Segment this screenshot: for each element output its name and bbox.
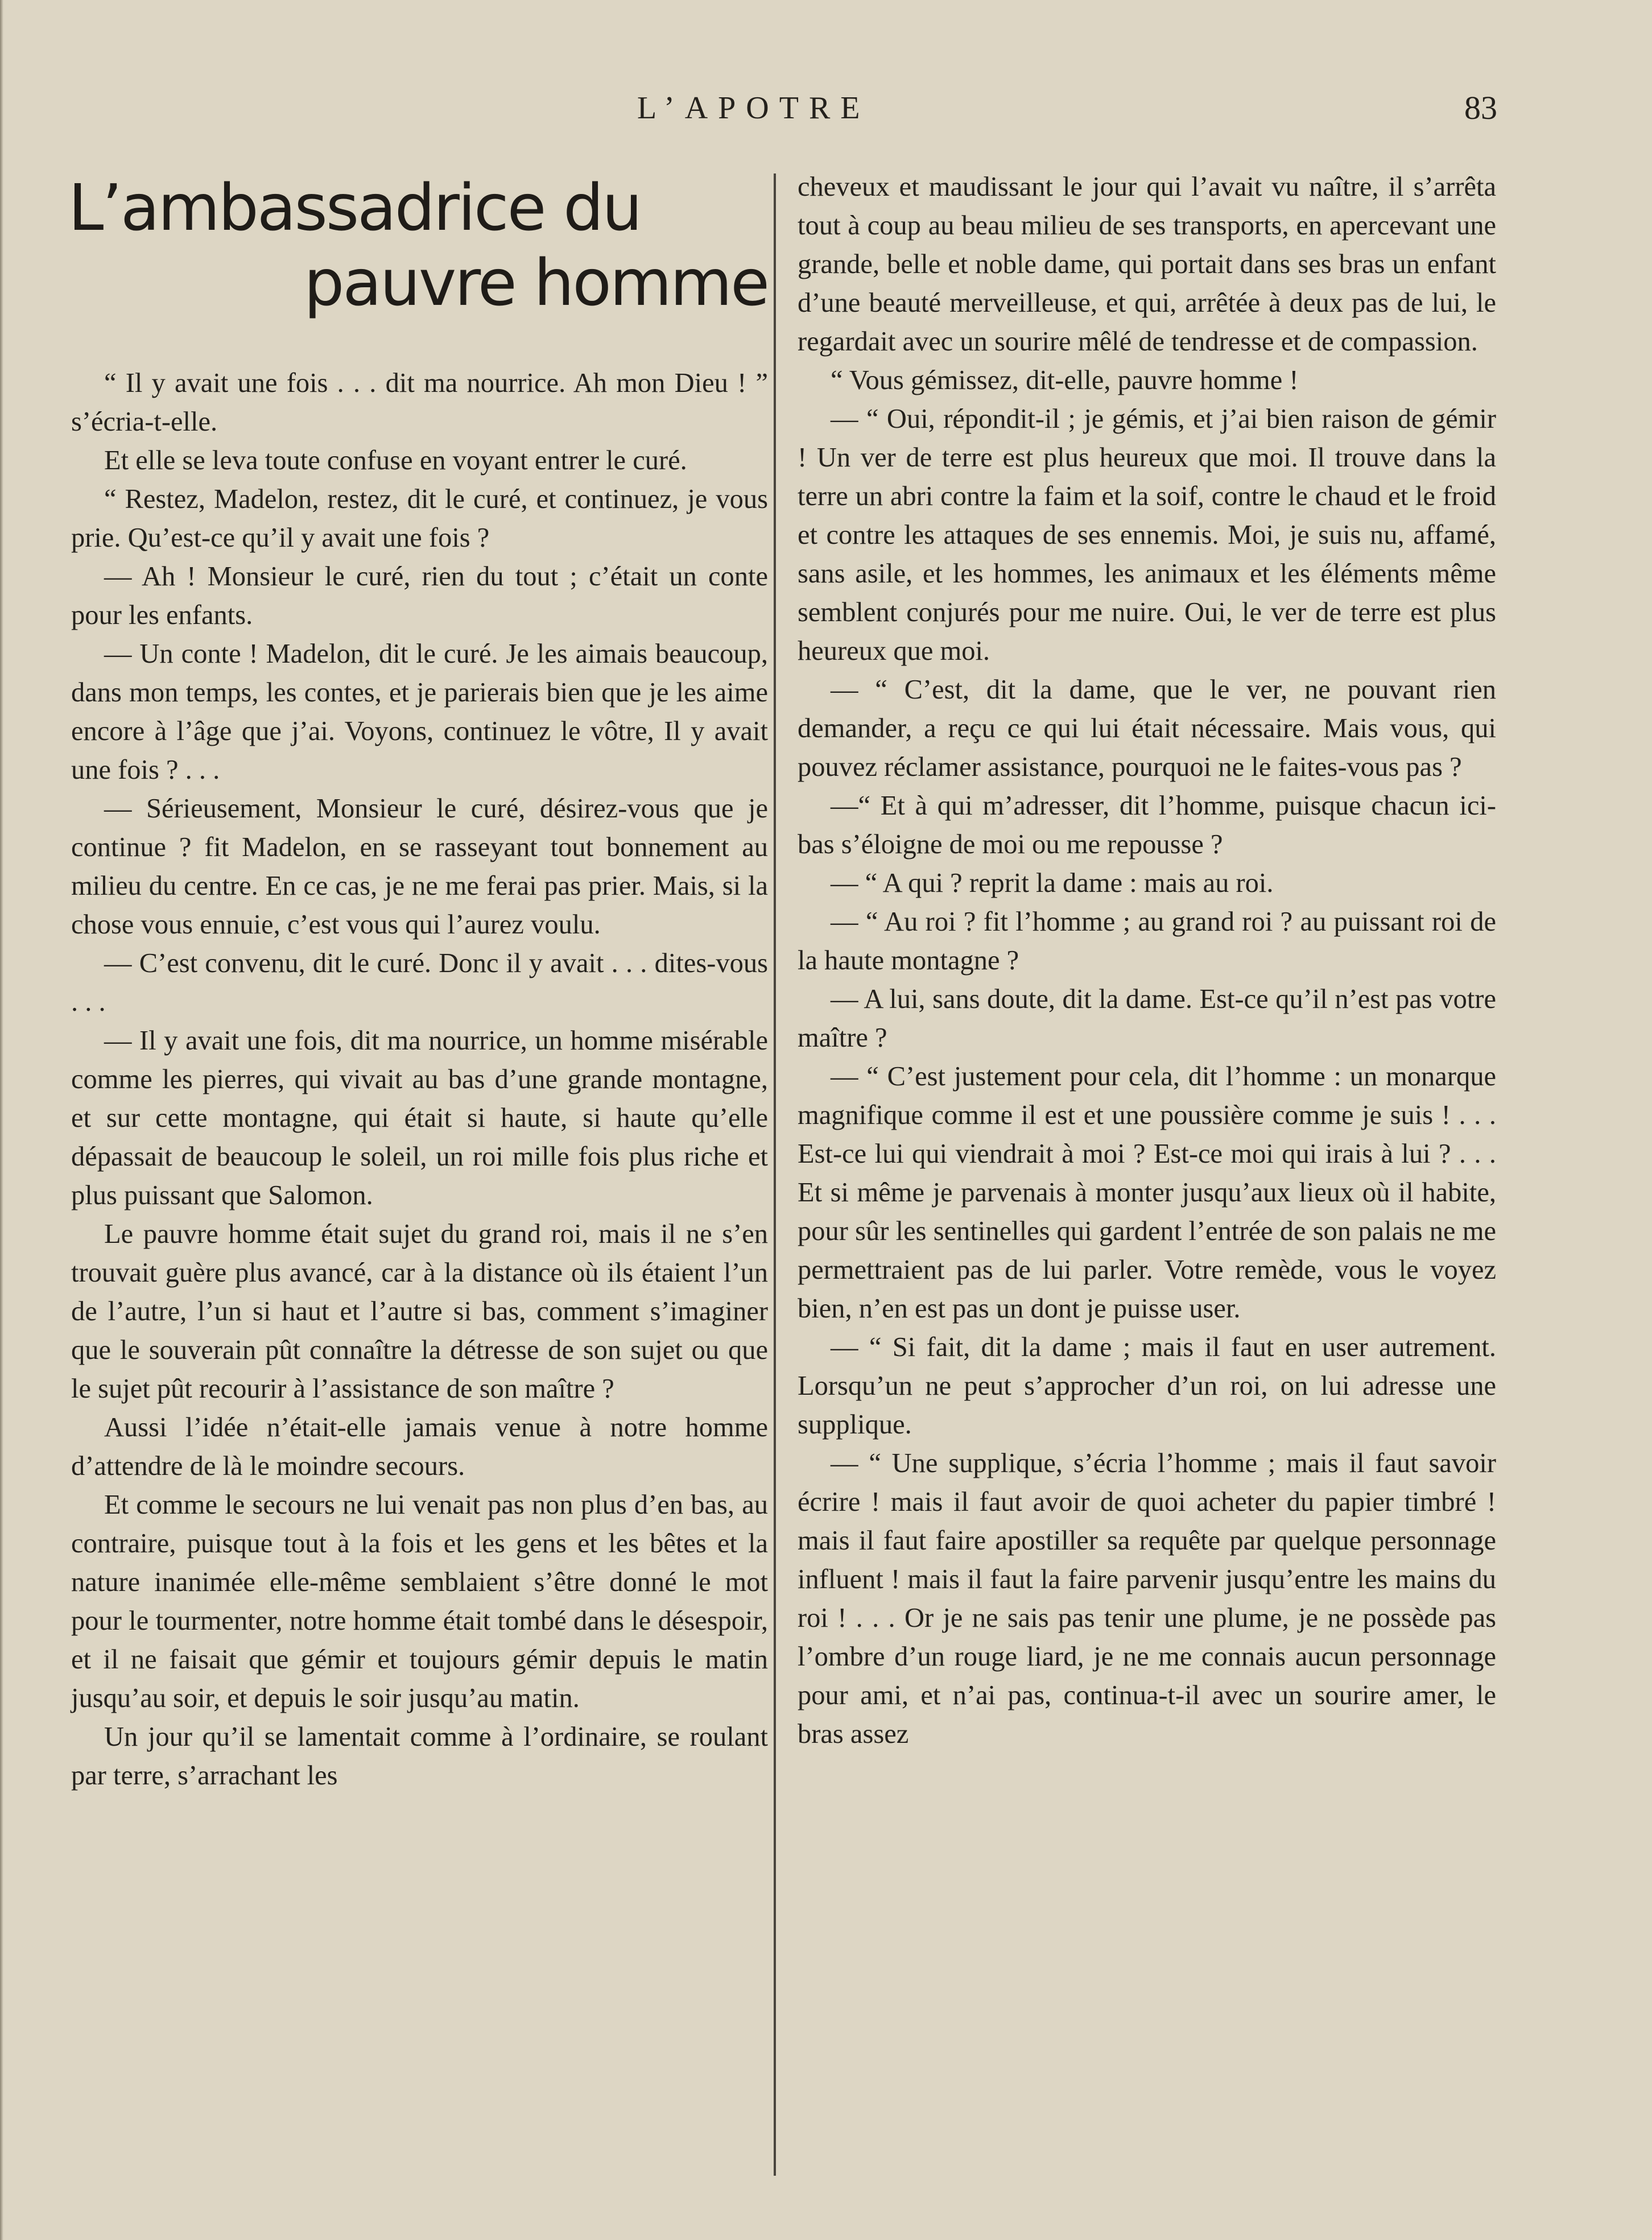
article-title-line-1: L’ambassadrice du [68, 171, 641, 245]
paragraph: — Ah ! Monsieur le curé, rien du tout ; c’était un conte pour les enfants. [71, 561, 768, 630]
paragraph: — Il y avait une fois, dit ma nourrice, un homme misérable comme les pierres, qui vivait au bas d’une grande montagne, et sur cette montagne, qui était si haute, si haute qu’elle dépassait de beaucoup le soleil, un roi mille fois plus riche et plus puissant que Salomon. [71, 1026, 768, 1210]
paragraph-continued: cheveux et maudissant le jour qui l’avait vu naître, il s’arrêta tout à coup au beau milieu de ses transports, en apercevant une grande, belle et noble dame, qui portait dans ses bras un enfant d’une beauté merveilleuse, et qui, arrêtée à deux pas de lui, le regardait avec un sourire mêlé de tendresse et de compassion. [798, 172, 1496, 357]
paragraph: “ Restez, Madelon, restez, dit le curé, et continuez, je vous prie. Qu’est-ce qu’il y avait une fois ? [71, 484, 768, 553]
paragraph: — Un conte ! Madelon, dit le curé. Je les aimais beaucoup, dans mon temps, les contes, et je parierais bien que je les aime encore à l’âge que j’ai. Voyons, continuez le vôtre, Il y avait une fois ? . . . [71, 639, 768, 785]
paragraph: Un jour qu’il se lamentait comme à l’ordinaire, se roulant par terre, s’arrachant les [71, 1722, 768, 1791]
paragraph: — C’est convenu, dit le curé. Donc il y avait . . . dites-vous . . . [71, 948, 768, 1017]
paragraph: Aussi l’idée n’était-elle jamais venue à notre homme d’attendre de là le moindre secours. [71, 1412, 768, 1481]
paragraph: — Sérieusement, Monsieur le curé, désirez-vous que je continue ? fit Madelon, en se rasseyant tout bonnement au milieu du centre. En ce cas, je ne me ferai pas prier. Mais, si la chose vous ennuie, c’est vous qui l’aurez voulu. [71, 793, 768, 940]
paragraph: Et comme le secours ne lui venait pas non plus d’en bas, au contraire, puisque tout à la fois et les gens et les bêtes et la nature inanimée elle-même semblaient s’être donné le mot pour le tourmenter, notre homme était tombé dans le désespoir, et il ne faisait que gémir et toujours gémir depuis le matin jusqu’au soir, et depuis le soir jusqu’au matin. [71, 1490, 768, 1713]
article-title-line-2: pauvre homme [304, 246, 768, 320]
paragraph: —“ Et à qui m’adresser, dit l’homme, puisque chacun ici-bas s’éloigne de moi ou me repousse ? [798, 791, 1496, 859]
paragraph: — “ Au roi ? fit l’homme ; au grand roi ? au puissant roi de la haute montagne ? [798, 907, 1496, 976]
page-edge-shadow [0, 0, 3, 2240]
running-title: L’APOTRE [637, 90, 870, 126]
paragraph: “ Il y avait une fois . . . dit ma nourrice. Ah mon Dieu ! ” s’écria-t-elle. [71, 368, 768, 437]
paragraph: Et elle se leva toute confuse en voyant entrer le curé. [104, 445, 687, 476]
paragraph: — “ Oui, répondit-il ; je gémis, et j’ai bien raison de gémir ! Un ver de terre est plus heureux que moi. Il trouve dans la terre un abri contre la faim et la soif, contre le chaud et le froid et contre les attaques de ses ennemis. Moi, je suis nu, affamé, sans asile, et les hommes, les animaux et les éléments même semblent conjurés pour me nuire. Oui, le ver de terre est plus heureux que moi. [798, 404, 1496, 666]
paragraph: — “ Si fait, dit la dame ; mais il faut en user autrement. Lorsqu’un ne peut s’approcher d’un roi, on lui adresse une supplique. [798, 1332, 1496, 1440]
paragraph: “ Vous gémissez, dit-elle, pauvre homme ! [831, 365, 1299, 395]
left-column [71, 364, 768, 1795]
paragraph: — “ Une supplique, s’écria l’homme ; mais il faut savoir écrire ! mais il faut avoir de quoi acheter du papier timbré ! mais il faut faire apostiller sa requête par quelque personnage influent ! mais il faut la faire parvenir jusqu’entre les mains du roi ! . . . Or je ne sais pas tenir une plume, je ne possède pas l’ombre d’un rouge liard, je ne me connais aucun personnage pour ami, et n’ai pas, continua-t-il avec un sourire amer, le bras assez [798, 1448, 1496, 1749]
page-number: 83 [1464, 89, 1497, 126]
right-column [798, 168, 1496, 1754]
paragraph: Le pauvre homme était sujet du grand roi, mais il ne s’en trouvait guère plus avancé, car à la distance où ils étaient l’un de l’autre, l’un si haut et l’autre si bas, comment s’imaginer que le souverain pût connaître la détresse de son sujet ou que le sujet pût recourir à l’assistance de son maître ? [71, 1219, 768, 1404]
article-title [68, 171, 768, 321]
paragraph: — “ C’est justement pour cela, dit l’homme : un monarque magnifique comme il est et une poussière comme je suis ! . . . Est-ce lui qui viendrait à moi ? Est-ce moi qui irais à lui ? . . . Et si même je parvenais à monter jusqu’aux lieux où il habite, pour sûr les sentinelles qui gardent l’entrée de son palais ne me permettraient pas de lui parler. Votre remède, vous le voyez bien, n’en est pas un dont je puisse user. [798, 1061, 1496, 1324]
paragraph: — A lui, sans doute, dit la dame. Est-ce qu’il n’est pas votre maître ? [798, 984, 1496, 1053]
paragraph: — “ A qui ? reprit la dame : mais au roi. [831, 868, 1274, 898]
paragraph: — “ C’est, dit la dame, que le ver, ne pouvant rien demander, a reçu ce qui lui était nécessaire. Mais vous, qui pouvez réclamer assistance, pourquoi ne le faites-vous pas ? [798, 675, 1496, 782]
column-divider [774, 173, 776, 2176]
page-header [0, 85, 1652, 137]
